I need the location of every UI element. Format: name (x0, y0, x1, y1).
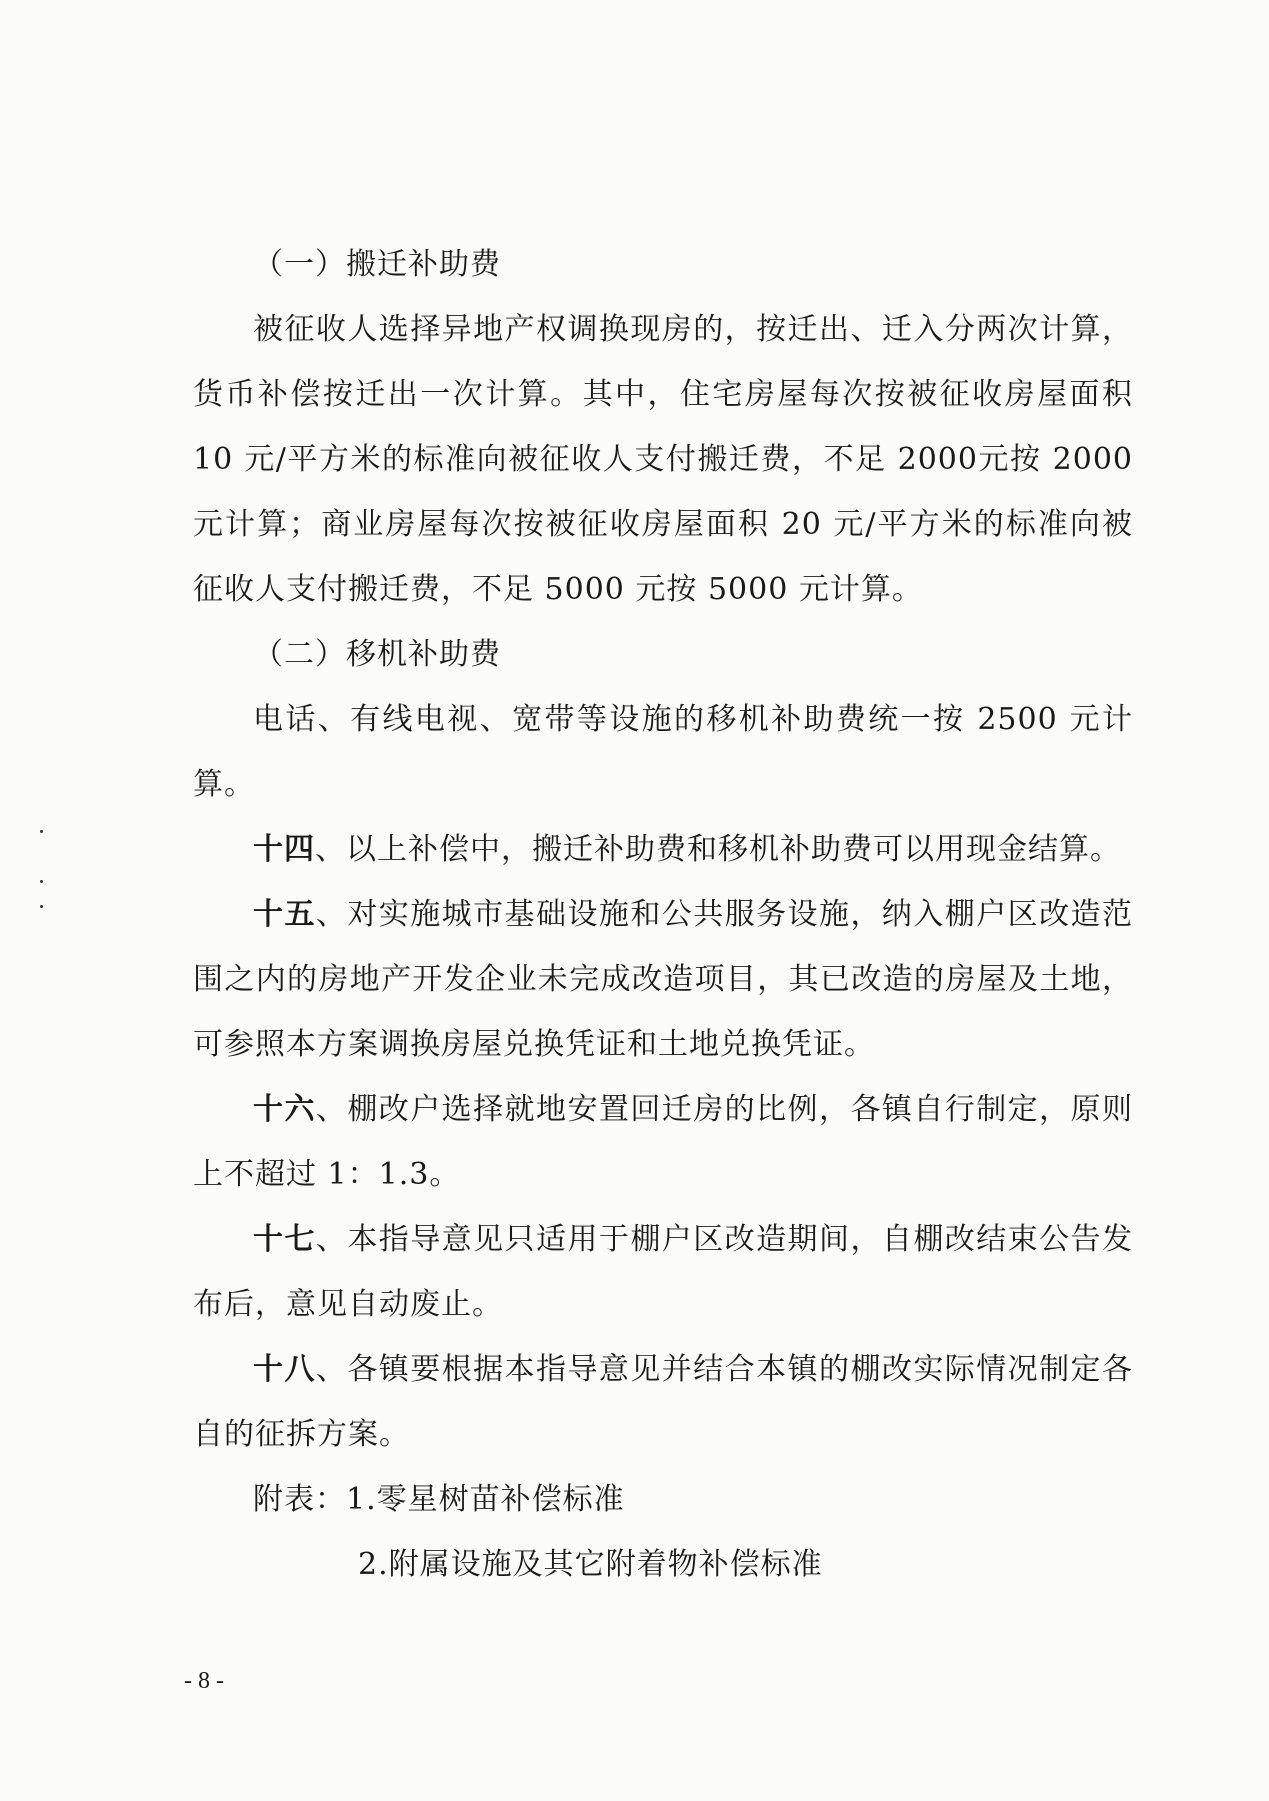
binding-hole-mark (40, 830, 43, 833)
clause-14 (193, 817, 1133, 882)
clause-16-text: 、棚改户选择就地安置回迁房的比例，各镇自行制定，原则上不超过 1：1.3。 (193, 1092, 1134, 1192)
attachment-line-1 (193, 1467, 1133, 1532)
section-heading-equipment-move-subsidy: （二）移机补助费 (253, 637, 501, 672)
clause-18-text: 、各镇要根据本指导意见并结合本镇的棚改实际情况制定各自的征拆方案。 (193, 1352, 1134, 1452)
clause-18-number: 十八 (253, 1352, 316, 1387)
clause-17-text: 、本指导意见只适用于棚户区改造期间，自棚改结束公告发布后，意见自动废止。 (193, 1222, 1134, 1322)
binding-hole-mark (40, 880, 43, 883)
attachment-item-2: 2.附属设施及其它附着物补偿标准 (358, 1547, 823, 1582)
paragraph-relocation-subsidy: 被征收人选择异地产权调换现房的，按迁出、迁入分两次计算，货币补偿按迁出一次计算。其中，住宅房屋每次按被征收房屋面积 10 元/平方米的标准向被征收人支付搬迁费，不足 2000元按 2000 元计算；商业房屋每次按被征收房屋面积 20 元/平方米的标准向被征收人支付搬迁费，不足 5000 元按 5000 元计算。 (193, 312, 1133, 607)
document-body (193, 232, 1133, 1597)
clause-14-number: 十四 (253, 832, 315, 867)
clause-17 (193, 1207, 1133, 1337)
paragraph-equipment-move-subsidy: 电话、有线电视、宽带等设施的移机补助费统一按 2500 元计算。 (193, 702, 1133, 802)
clause-15 (193, 882, 1133, 1077)
attachment-label: 附表： (253, 1482, 346, 1517)
clause-17-number: 十七 (253, 1222, 316, 1257)
clause-15-text: 、对实施城市基础设施和公共服务设施，纳入棚户区改造范围之内的房地产开发企业未完成改造项目，其已改造的房屋及土地，可参照本方案调换房屋兑换凭证和土地兑换凭证。 (193, 897, 1134, 1062)
clause-15-number: 十五 (253, 897, 316, 932)
clause-16 (193, 1077, 1133, 1207)
clause-14-text: 、以上补偿中，搬迁补助费和移机补助费可以用现金结算。 (315, 832, 1121, 867)
clause-18 (193, 1337, 1133, 1467)
attachment-item-1: 1.零星树苗补偿标准 (346, 1482, 625, 1517)
clause-16-number: 十六 (253, 1092, 316, 1127)
section-heading-relocation-subsidy: （一）搬迁补助费 (253, 247, 501, 282)
page-number: - 8 - (184, 1668, 224, 1694)
binding-hole-mark (40, 905, 43, 908)
